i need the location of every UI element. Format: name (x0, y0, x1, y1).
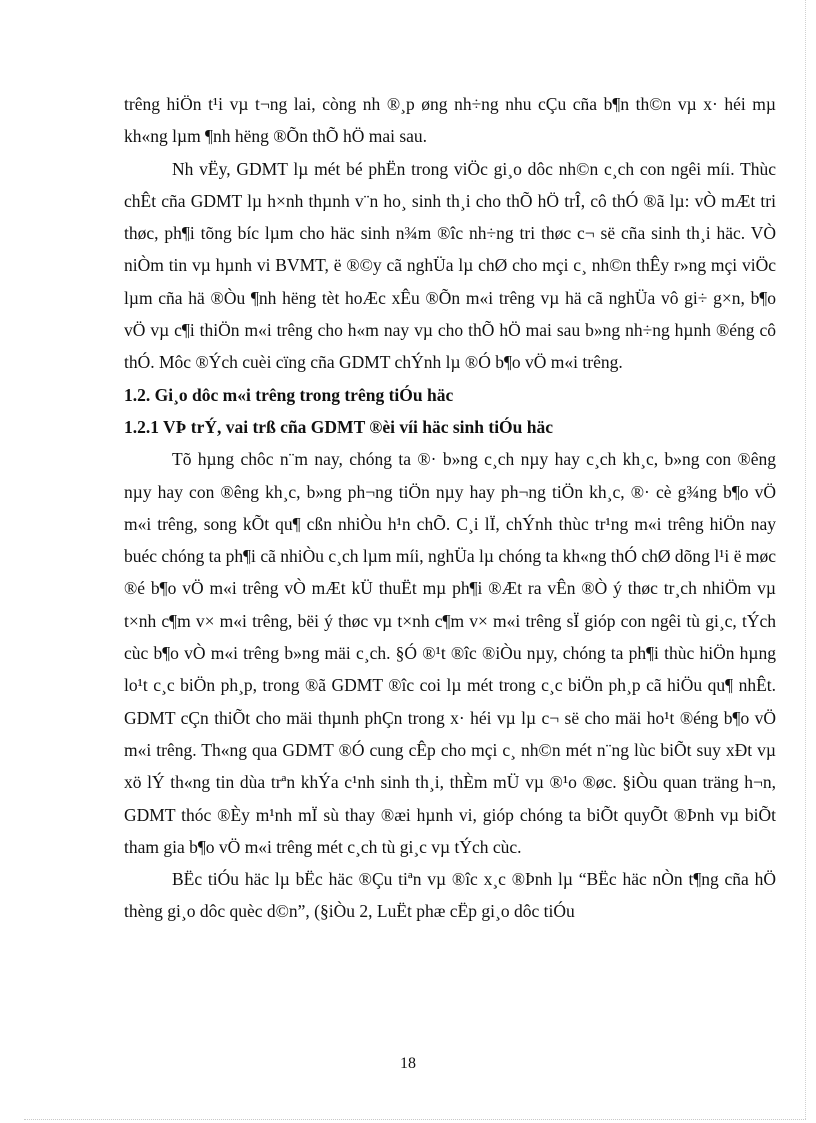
paragraph: BËc tiÓu häc lµ bËc häc ®Çu tiªn vµ ®îc x¸c ®Þnh lµ “BËc häc nÒn t¶ng cña hÖ thèng gi¸o dôc quèc d©n”, (§iÒu 2, LuËt phæ cËp gi¸o dôc tiÓu (124, 869, 776, 922)
page-number: 18 (400, 1055, 416, 1072)
section-heading: 1.2. Gi¸o dôc m«i trêng trong trêng tiÓu häc (124, 384, 454, 405)
page-bottom-border (24, 1119, 806, 1120)
paragraph-continuation: trêng hiÖn t¹i vµ t¬ng lai, còng nh ®¸p øng nh÷ng nhu cÇu cña b¶n th©n vµ x· héi mµ kh«ng lµm ¶nh hëng ®Õn thÕ hÖ mai sau. (124, 94, 776, 147)
paragraph: Nh vËy, GDMT lµ mét bé phËn trong viÖc gi¸o dôc nh©n c¸ch con ngêi míi. Thùc chÊt cña GDMT lµ h×nh thµnh v¨n ho¸ sinh th¸i cho thÕ hÖ trÎ, cô thÓ ®ã lµ: vÒ mÆt tri thøc, ph¶i tõng bíc lµm cho häc sinh n¾m ®îc nh÷ng tri thøc c¬ së cña sinh th¸i häc. VÒ niÒm tin vµ hµnh vi BVMT, ë ®©y cã nghÜa lµ chØ cho mçi c¸ nh©n thÊy r»ng mçi viÖc lµm cña hä ®Òu ¶nh hëng tèt hoÆc xÊu ®Õn m«i trêng vµ hä cã nghÜa vô gi÷ g×n, b¶o vÖ vµ c¶i thiÖn m«i trêng cho h«m nay vµ cho thÕ hÖ mai sau b»ng nh÷ng hµnh ®éng cô thÓ. Môc ®Ých cuèi cïng cña GDMT chÝnh lµ ®Ó b¶o vÖ m«i trêng. (124, 158, 776, 373)
page-right-border (805, 0, 806, 1119)
subsection-heading: 1.2.1 VÞ trÝ, vai trß cña GDMT ®èi víi häc sinh tiÓu häc (124, 416, 554, 437)
body-text (124, 88, 776, 928)
paragraph: Tõ hµng chôc n¨m nay, chóng ta ®· b»ng c¸ch nµy hay c¸ch kh¸c, b»ng con ®êng nµy hay con ®êng kh¸c, b»ng ph¬ng tiÖn nµy hay ph¬ng tiÖn kh¸c, ®· cè g¾ng b¶o vÖ m«i trêng, song kÕt qu¶ cßn nhiÒu h¹n chÕ. C¸i lÏ, chÝnh thùc tr¹ng m«i trêng hiÖn nay buéc chóng ta ph¶i cã nhiÒu c¸ch lµm míi, nghÜa lµ chóng ta kh«ng thÓ chØ dõng l¹i ë møc ®é b¶o vÖ m«i trêng vÒ mÆt kÜ thuËt mµ ph¶i ®Æt ra vÊn ®Ò ý thøc tr¸ch nhiÖm vµ t×nh c¶m v× m«i trêng, bëi ý thøc vµ t×nh c¶m v× m«i trêng sÏ gióp con ngêi tù gi¸c, tÝch cùc b¶o vÒ m«i trêng b»ng mäi c¸ch. §Ó ®¹t ®îc ®iÒu nµy, chóng ta ph¶i thùc hiÖn hµng lo¹t c¸c biÖn ph¸p, trong ®ã GDMT ®îc coi lµ mét trong c¸c biÖn ph¸p cã hiÖu qu¶ nhÊt. GDMT cÇn thiÕt cho mäi thµnh phÇn trong x· héi vµ lµ c¬ së cho mäi ho¹t ®éng b¶o vÖ m«i trêng. Th«ng qua GDMT ®Ó cung cÊp cho mçi c¸ nh©n mét n¨ng lùc biÕt suy xÐt vµ xö lÝ th«ng tin dùa trªn khÝa c¹nh sinh th¸i, thÈm mÜ vµ ®¹o ®øc. §iÒu quan träng h¬n, GDMT thóc ®Èy m¹nh mÏ sù thay ®æi hµnh vi, gióp chóng ta biÕt quyÕt ®Þnh vµ biÕt tham gia b¶o vÖ m«i trêng mét c¸ch tù gi¸c vµ tÝch cùc. (124, 449, 776, 857)
